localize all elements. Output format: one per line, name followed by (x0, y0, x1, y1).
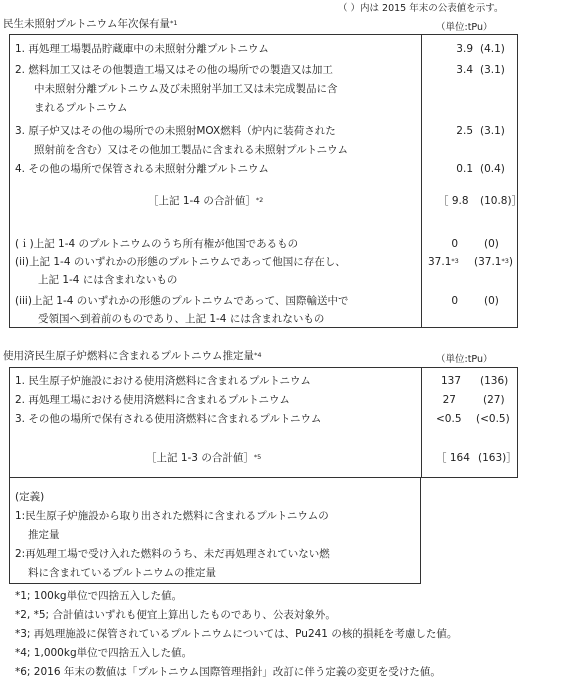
s2-item1-text: 1. 民生原子炉施設における使用済燃料に含まれるプルトニウム (15, 375, 311, 387)
s1-item3-prev: (3.1) (480, 125, 505, 137)
s1-sub2-prev (474, 255, 513, 269)
section1-title (3, 17, 177, 31)
section1-title-footnote: *1 (170, 19, 178, 27)
s2-item3-prev: (<0.5) (476, 413, 510, 425)
s1-item4-prev: (0.4) (480, 163, 505, 175)
section1-divider (421, 34, 422, 328)
s2-total-value: ［ 164 (436, 452, 470, 464)
s2-total-prev: (163)］ (478, 452, 517, 464)
s1-total-label-text: ［上記 1-4 の合計値］ (148, 195, 256, 207)
s1-item3-value: 2.5 (456, 125, 473, 137)
section2-title-footnote: *4 (254, 351, 262, 359)
s1-sub2-line1: (ii)上記 1-4 のいずれかの形態のプルトニウムであって他国に存在し、 (15, 256, 346, 268)
s2-total-label (146, 451, 261, 465)
definition-2-line1: 2:再処理工場で受け入れた燃料のうち、未だ再処理されていない燃 (15, 548, 330, 560)
footnote-2: *2, *5; 合計値はいずれも便宜上算出したものであり、公表対象外。 (15, 609, 336, 621)
s1-item1-text: 1. 再処理工場製品貯蔵庫中の未照射分離プルトニウム (15, 43, 269, 55)
section2-title-text: 使用済民生原子炉燃料に含まれるプルトニウム推定量 (3, 350, 255, 362)
section2-title (3, 349, 261, 363)
section1-unit: （単位:tPu） (436, 22, 493, 33)
definitions-heading: (定義) (15, 491, 45, 503)
definition-1-line1: 1:民生原子炉施設から取り出された燃料に含まれるプルトニウムの (15, 510, 329, 522)
definition-1-line2: 推定量 (28, 529, 60, 541)
s1-sub1-text: (ｉ)上記 1-4 のプルトニウムのうち所有権が他国であるもの (15, 238, 299, 250)
s1-item1-value: 3.9 (456, 43, 473, 55)
s1-sub1-prev: (0) (484, 238, 499, 250)
s1-sub3-line1: (iii)上記 1-4 のいずれかの形態のプルトニウムであって、国際輸送中で (15, 295, 349, 307)
section2-divider (421, 367, 422, 478)
footnote-3: *3; 再処理施設に保管されているプルトニウムについては、Pu241 の核的損耗を考慮した値。 (15, 628, 458, 640)
s2-item2-text: 2. 再処理工場における使用済燃料に含まれるプルトニウム (15, 394, 290, 406)
s1-total-footnote: *2 (255, 196, 264, 204)
s1-sub3-prev: (0) (484, 295, 499, 307)
s2-item2-value: 27 (442, 394, 456, 406)
s1-item1-prev: (4.1) (480, 43, 505, 55)
s1-sub2-prev-end: ) (508, 256, 513, 268)
s1-item2-line1: 2. 燃料加工又はその他製造工場又はその他の場所での製造又は加工 (15, 64, 333, 76)
s1-sub3-line2: 受領国へ到着前のものであり、上記 1-4 には含まれないもの (38, 313, 325, 325)
section1-title-text: 民生未照射プルトニウム年次保有量 (3, 18, 171, 30)
footnote-5: *6; 2016 年末の数値は「プルトニウム国際管理指針」改訂に伴う定義の変更を受けた値。 (15, 666, 441, 678)
s1-item2-prev: (3.1) (480, 64, 505, 76)
footnote-4: *4; 1,000kg単位で四捨五入した値。 (15, 647, 193, 659)
s1-sub2-value-footnote: *3 (451, 257, 459, 265)
s2-item3-text: 3. その他の場所で保有される使用済燃料に含まれるプルトニウム (15, 413, 322, 425)
s1-sub2-value (428, 255, 459, 269)
s1-total-prev: (10.8)］ (480, 195, 523, 207)
s1-item4-text: 4. その他の場所で保管される未照射分離プルトニウム (15, 163, 269, 175)
s1-sub1-value: 0 (451, 238, 458, 250)
s1-sub2-line2: 上記 1-4 には含まれないもの (38, 274, 178, 286)
s2-item3-value: <0.5 (436, 413, 462, 425)
footnote-1: *1; 100kg単位で四捨五入した値。 (15, 590, 183, 602)
s1-item2-line3: まれるプルトニウム (34, 102, 128, 114)
s2-item2-prev: (27) (483, 394, 505, 406)
s1-total-value: ［ 9.8 (438, 195, 469, 207)
s2-item1-prev: (136) (480, 375, 509, 387)
section2-unit: （単位:tPu） (436, 354, 493, 365)
s1-item2-value: 3.4 (456, 64, 473, 76)
definition-2-line2: 料に含まれているプルトニウムの推定量 (28, 567, 217, 579)
s1-total-label (148, 194, 263, 208)
s1-sub3-value: 0 (451, 295, 458, 307)
s1-item2-line2: 中未照射分離プルトニウム及び未照射半加工又は未完成製品に含 (34, 83, 338, 95)
s2-item1-value: 137 (440, 375, 461, 387)
s1-item4-value: 0.1 (456, 163, 473, 175)
s2-total-footnote: *5 (253, 453, 262, 461)
s1-sub2-value-text: 37.1 (428, 256, 452, 268)
s1-sub2-prev-footnote: *3 (501, 257, 509, 265)
s1-sub2-prev-text: (37.1 (474, 256, 502, 268)
s1-item3-line2: 照射前を含む）又はその他加工製品に含まれる未照射プルトニウム (34, 144, 349, 156)
note-top: （ ）内は 2015 年末の公表値を示す。 (338, 3, 504, 14)
s1-item3-line1: 3. 原子炉又はその他の場所での未照射MOX燃料（炉内に装荷された (15, 125, 336, 137)
s2-total-label-text: ［上記 1-3 の合計値］ (146, 452, 254, 464)
